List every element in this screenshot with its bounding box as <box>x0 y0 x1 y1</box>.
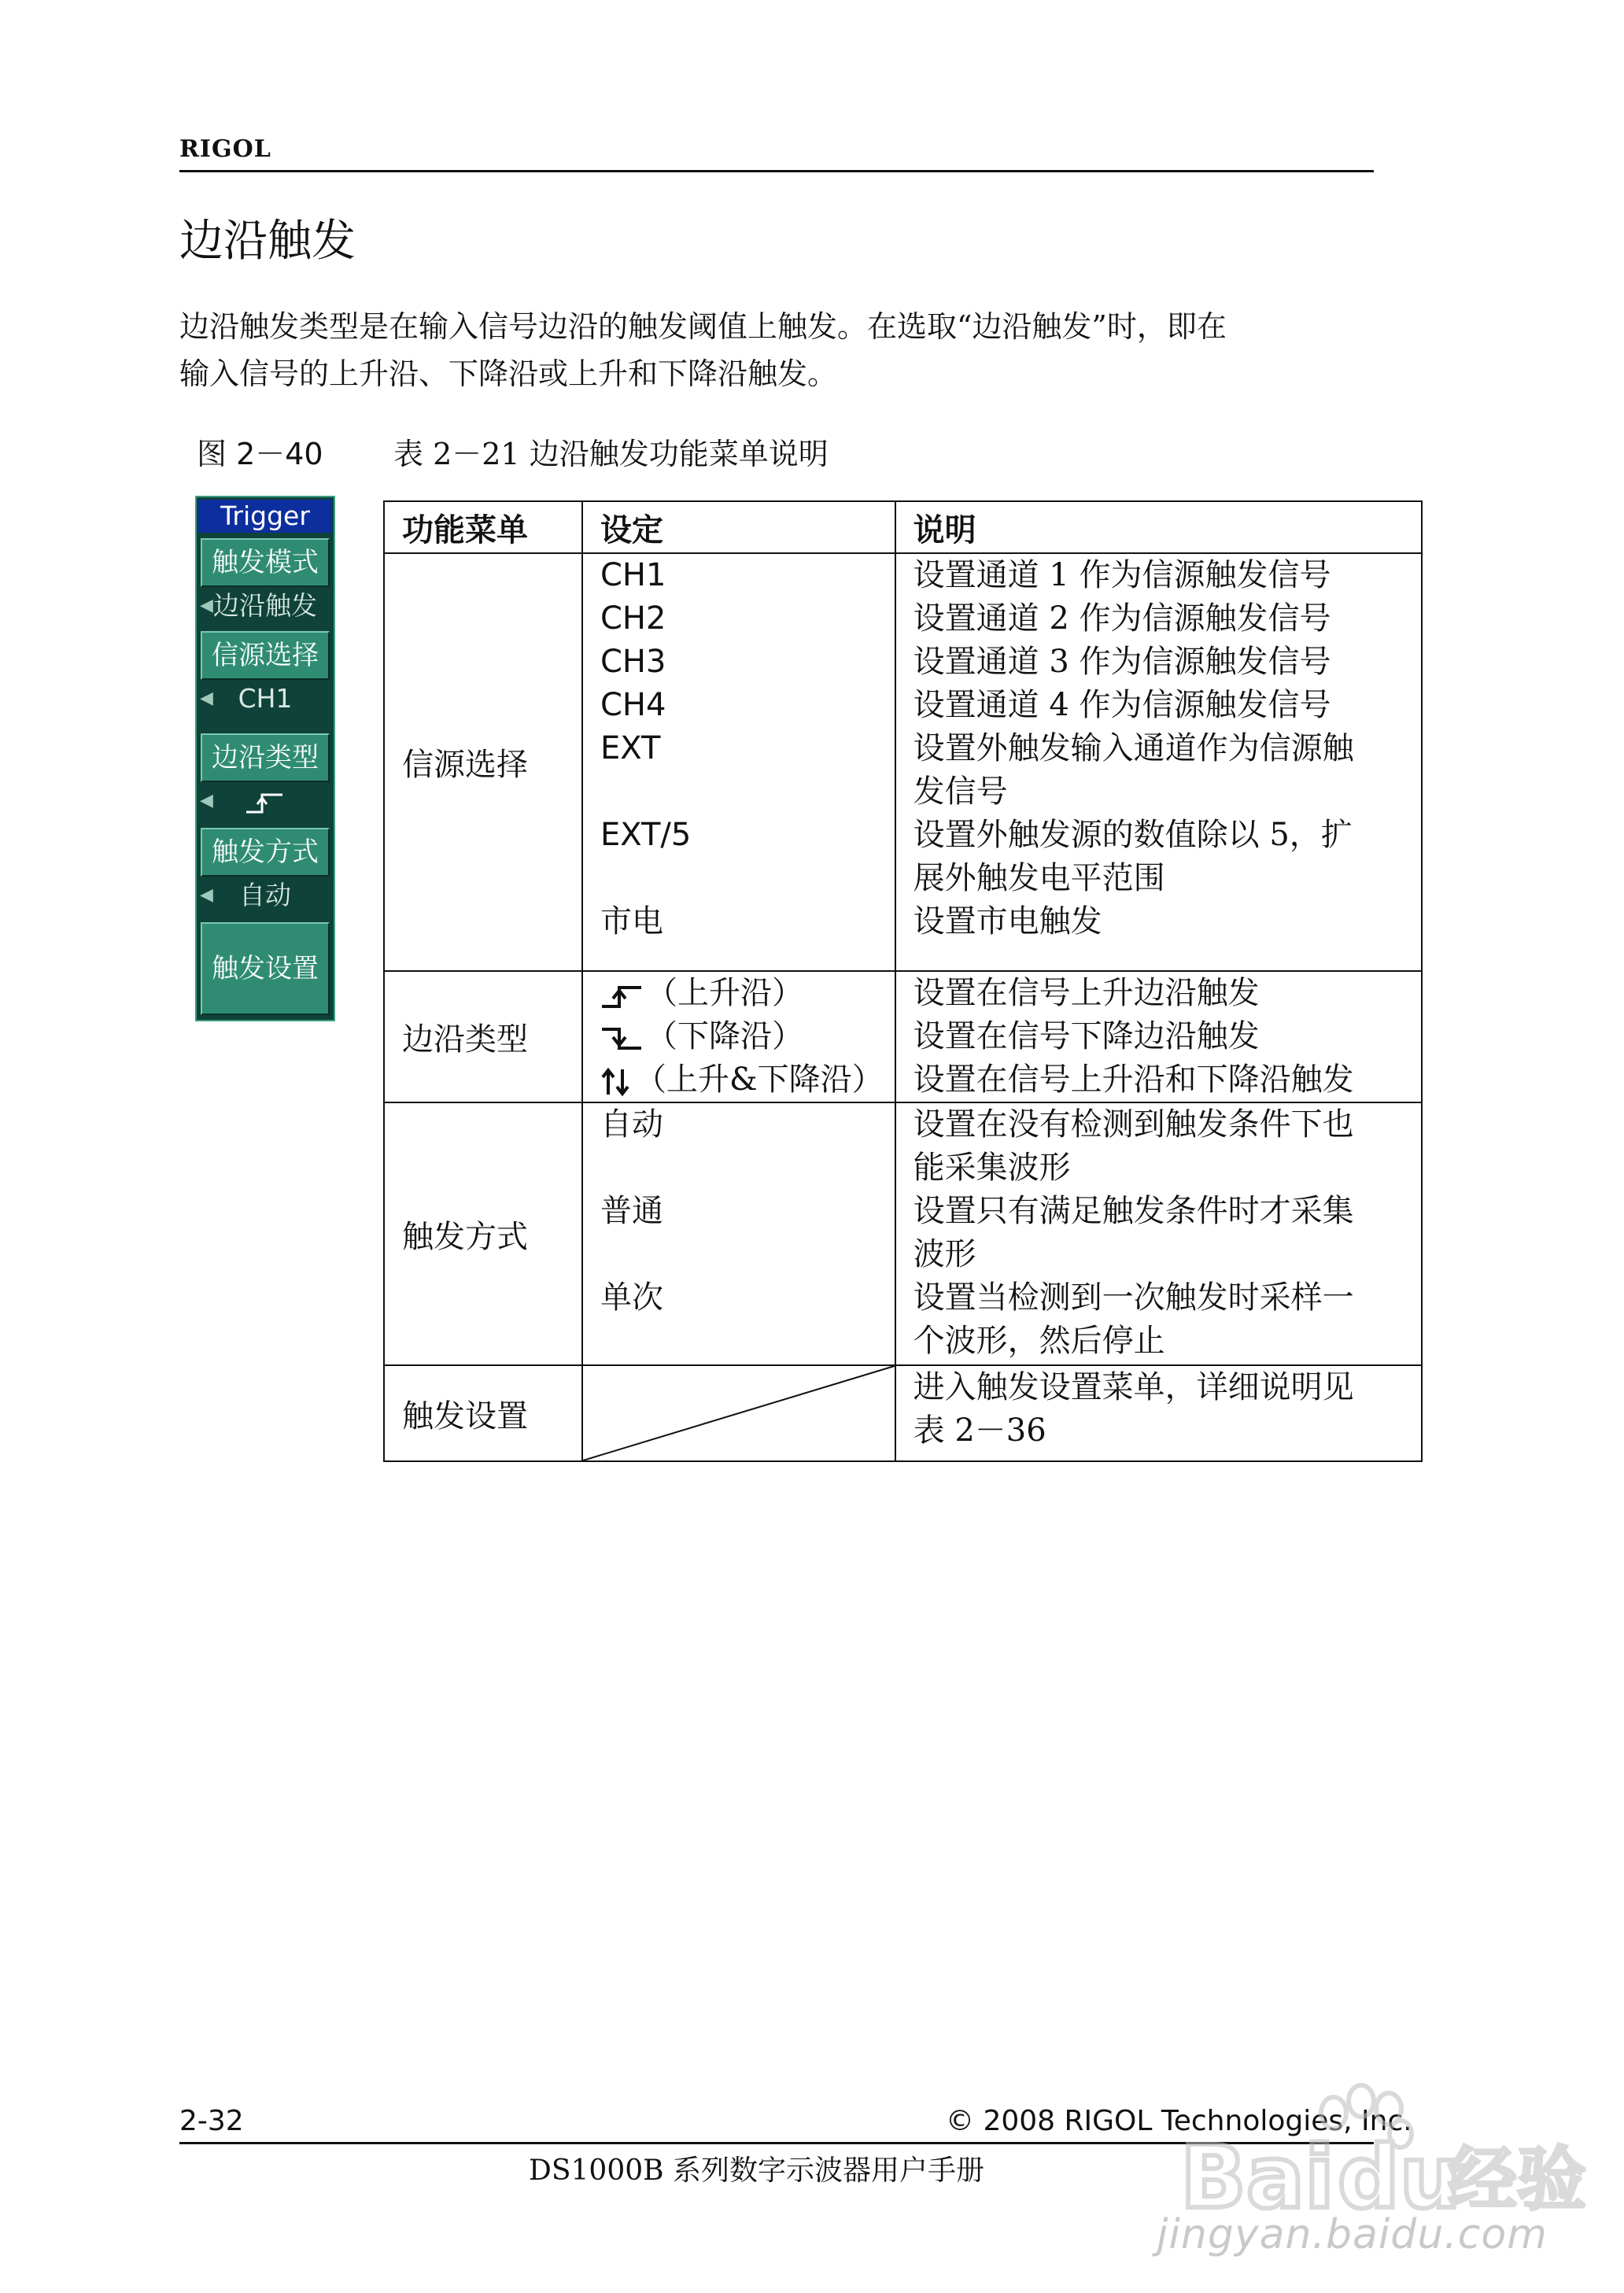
footer-page-number: 2-32 <box>179 2105 244 2137</box>
setting-value: CH3 <box>600 644 666 680</box>
table-cell-description <box>895 1365 1422 1461</box>
description-line: 个波形，然后停止 <box>913 1323 1165 1359</box>
description-line: 设置只有满足触发条件时才采集 <box>913 1193 1354 1229</box>
setting-value <box>600 857 884 900</box>
menu-button-trigger-setup[interactable]: 触发设置 <box>201 922 330 1015</box>
svg-text:经验: 经验 <box>1448 2139 1587 2220</box>
table-row <box>384 971 1422 1102</box>
setting-rising <box>600 972 884 1015</box>
header-rule <box>179 170 1374 172</box>
table-cell-menu <box>384 1365 582 1461</box>
setting-value <box>600 1320 884 1363</box>
footer-doc-title: DS1000B 系列数字示波器用户手册 <box>529 2155 985 2187</box>
setting-value <box>600 1146 884 1190</box>
table-cell-menu <box>384 971 582 1102</box>
table-header: 说明 <box>895 501 1422 553</box>
menu-name: 边沿类型 <box>402 1021 528 1058</box>
menu-name: 触发设置 <box>402 1398 528 1435</box>
table-cell-menu <box>384 1102 582 1365</box>
menu-name: 触发方式 <box>402 1218 528 1255</box>
rising-edge-icon <box>600 980 643 1011</box>
left-arrow-icon: ◀ <box>200 885 213 905</box>
rising-edge-icon <box>243 787 287 818</box>
page-title: 边沿触发 <box>179 216 356 267</box>
setting-value <box>600 1233 884 1276</box>
description-line: 设置通道 2 作为信源触发信号 <box>913 600 1331 637</box>
description-line: 设置通道 4 作为信源触发信号 <box>913 687 1331 723</box>
setting-value: 自动 <box>600 1106 663 1143</box>
setting-label: （上升&下降沿） <box>635 1062 884 1098</box>
table-row <box>384 1102 1422 1365</box>
description-line: 进入触发设置菜单，详细说明见 <box>913 1369 1354 1405</box>
description-line: 展外触发电平范围 <box>913 860 1165 896</box>
description-line: 设置通道 1 作为信源触发信号 <box>913 557 1331 593</box>
table-cell-settings <box>582 553 895 971</box>
falling-edge-icon <box>600 1023 643 1054</box>
menu-button-trigger-mode[interactable]: 触发模式 <box>201 538 330 587</box>
description-line: 设置外触发源的数值除以 5，扩 <box>913 817 1353 853</box>
description-line: 设置当检测到一次触发时采样一 <box>913 1279 1354 1316</box>
description-line: 设置在信号上升边沿触发 <box>913 975 1260 1011</box>
watermark-url: jingyan.baidu.com <box>1157 2211 1548 2258</box>
table-cell-description <box>895 971 1422 1102</box>
trigger-menu <box>195 496 335 1021</box>
diagonal-line <box>583 1366 895 1460</box>
setting-value: CH4 <box>600 687 666 723</box>
setting-both <box>600 1058 884 1102</box>
setting-value: 单次 <box>600 1279 663 1316</box>
figure-label: 图 2－40 <box>197 437 323 471</box>
intro-line-2: 输入信号的上升沿、下降沿或上升和下降沿触发。 <box>179 356 838 391</box>
menu-name: 信源选择 <box>402 747 528 783</box>
table-cell-settings <box>582 1102 895 1365</box>
setting-value: CH2 <box>600 600 666 637</box>
table-row <box>384 1365 1422 1461</box>
description-line: 设置外触发输入通道作为信源触 <box>913 730 1354 766</box>
footer-copyright: © 2008 RIGOL Technologies, Inc. <box>946 2105 1412 2137</box>
table-caption: 表 2－21 边沿触发功能菜单说明 <box>393 437 829 471</box>
description-line: 设置在信号上升沿和下降沿触发 <box>913 1062 1354 1098</box>
menu-button-source[interactable]: 信源选择 <box>201 631 330 680</box>
menu-value-source <box>198 681 332 716</box>
description-line: 设置在信号下降边沿触发 <box>913 1018 1260 1054</box>
table-cell-description <box>895 1102 1422 1365</box>
setting-label: （下降沿） <box>646 1018 803 1054</box>
description-line: 设置市电触发 <box>913 903 1102 940</box>
setting-label: （上升沿） <box>646 975 803 1011</box>
header-brand: RIGOL <box>179 135 271 163</box>
svg-text:du: du <box>1338 2127 1462 2228</box>
table-row <box>384 553 1422 971</box>
description-line: 设置在没有检测到触发条件下也 <box>913 1106 1354 1143</box>
left-arrow-icon: ◀ <box>200 791 213 810</box>
menu-value-text: 自动 <box>239 880 291 910</box>
setting-value: CH1 <box>600 557 666 593</box>
left-arrow-icon: ◀ <box>200 689 213 708</box>
intro-line-1: 边沿触发类型是在输入信号边沿的触发阈值上触发。在选取“边沿触发”时，即在 <box>179 309 1227 344</box>
menu-button-edge-type[interactable]: 边沿类型 <box>201 733 330 782</box>
description-line: 发信号 <box>913 774 1008 810</box>
setting-value <box>600 770 884 814</box>
rise-fall-arrows-icon <box>600 1066 632 1098</box>
menu-value-sweep <box>198 878 332 913</box>
menu-value-trigger-mode <box>198 589 332 623</box>
description-line: 波形 <box>913 1236 976 1272</box>
table-cell-empty-diagonal <box>582 1365 895 1461</box>
table-header-row <box>384 501 1422 553</box>
table-header: 设定 <box>582 501 895 553</box>
table-cell-settings <box>582 971 895 1102</box>
table-cell-menu <box>384 553 582 971</box>
menu-title: Trigger <box>198 500 332 533</box>
menu-value-edge-type <box>198 784 332 818</box>
description-line: 表 2－36 <box>913 1412 1046 1449</box>
svg-text:Bai: Bai <box>1180 2127 1334 2228</box>
intro-paragraph <box>179 303 1407 397</box>
table-cell-description <box>895 553 1422 971</box>
function-table <box>383 500 1423 1462</box>
menu-button-sweep[interactable]: 触发方式 <box>201 828 330 877</box>
description-line: 能采集波形 <box>913 1150 1071 1186</box>
setting-value: 普通 <box>600 1193 663 1229</box>
table-header: 功能菜单 <box>384 501 582 553</box>
left-arrow-icon: ◀ <box>200 596 213 615</box>
setting-value: 市电 <box>600 903 663 940</box>
setting-falling <box>600 1015 884 1058</box>
setting-value: EXT/5 <box>600 817 692 853</box>
menu-value-text: CH1 <box>238 683 293 714</box>
menu-value-text: 边沿触发 <box>213 590 317 621</box>
description-line: 设置通道 3 作为信源触发信号 <box>913 644 1331 680</box>
setting-value: EXT <box>600 730 661 766</box>
